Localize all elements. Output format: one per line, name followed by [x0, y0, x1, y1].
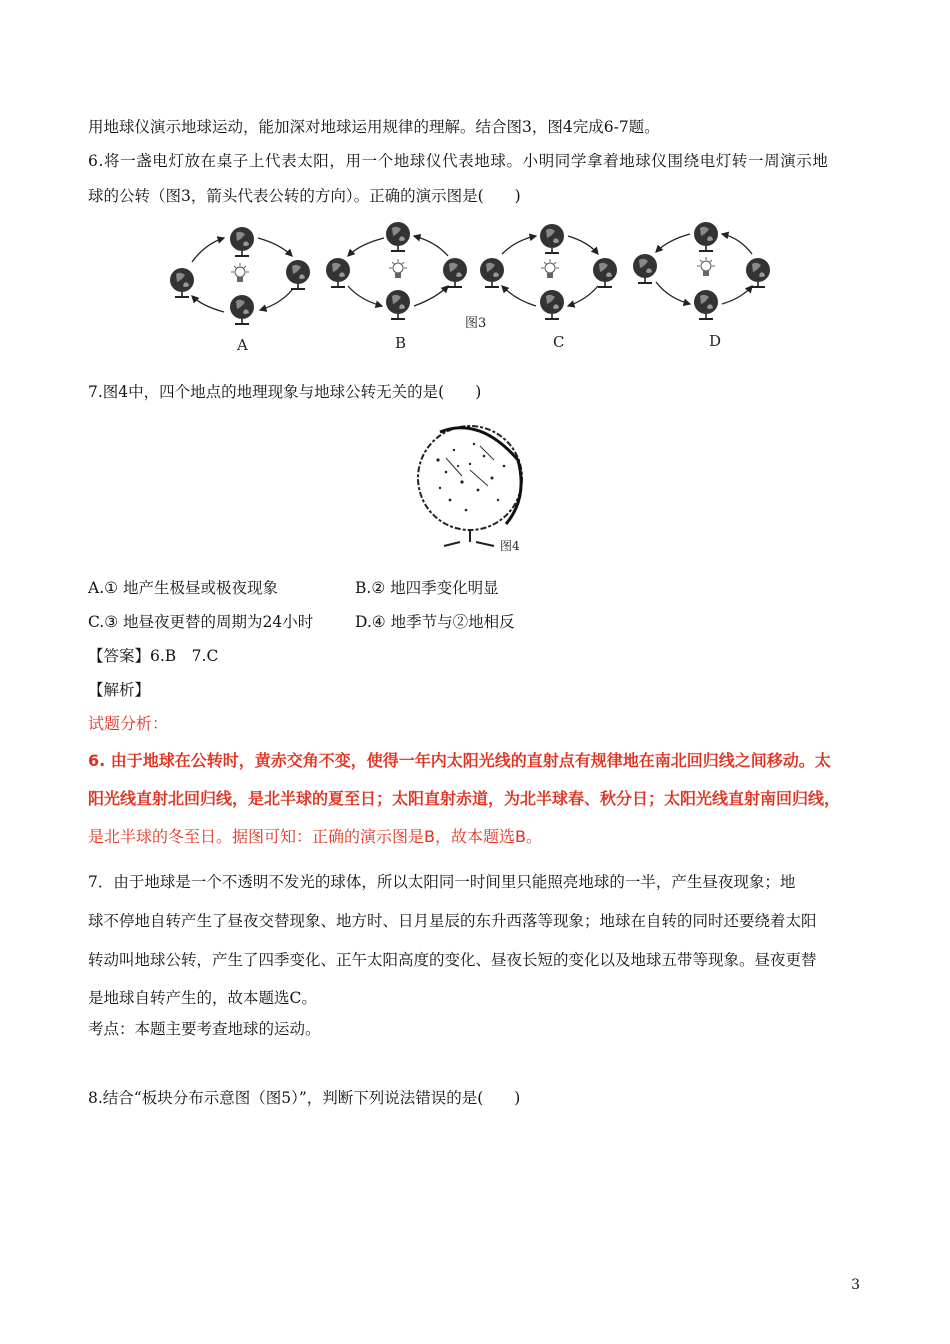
q6-line-2: 球的公转（图3，箭头代表公转的方向）。正确的演示图是( ) — [88, 187, 521, 205]
figure-3-label-b: B — [395, 334, 407, 352]
intro-text: 用地球仪演示地球运动，能加深对地球运用规律的理解。结合图3，图4完成6-7题。 — [88, 118, 660, 136]
answer-line: 【答案】6.B 7.C — [88, 647, 219, 665]
figure-3-option-b — [326, 222, 467, 319]
figure-3-label-d: D — [709, 332, 722, 350]
q6-line-1: 6.将一盏电灯放在桌子上代表太阳，用一个地球仪代表地球。小明同学拿着地球仪围绕电灯转一周演示地 — [88, 152, 829, 170]
kaodian-line: 考点：本题主要考查地球的运动。 — [88, 1020, 321, 1038]
q7-stem: 7.图4中，四个地点的地理现象与地球公转无关的是( ) — [88, 383, 482, 401]
analysis-6-line-1: 6. 由于地球在公转时，黄赤交角不变，使得一年内太阳光线的直射点有规律地在南北回归线之间移动。太 — [88, 751, 831, 770]
figure-3-option-c — [480, 224, 617, 319]
q7-option-d: D.④ 地季节与②地相反 — [355, 613, 515, 631]
q7-option-a: A.① 地产生极昼或极夜现象 — [88, 579, 278, 597]
page-number: 3 — [851, 1277, 860, 1293]
figure-3-caption: 图3 — [465, 316, 487, 331]
analysis-7-line-1: 7．由于地球是一个不透明不发光的球体，所以太阳同一时间里只能照亮地球的一半，产生昼夜现象；地 — [88, 873, 796, 891]
analysis-title: 试题分析： — [88, 714, 169, 733]
figure-3-option-a — [170, 227, 310, 324]
q7-option-c: C.③ 地昼夜更替的周期为24小时 — [88, 613, 314, 631]
figure-4-globe — [410, 420, 540, 555]
analysis-7-line-4: 是地球自转产生的，故本题选C。 — [88, 989, 317, 1007]
figure-3 — [160, 222, 785, 352]
analysis-7-line-2: 球不停地自转产生了昼夜交替现象、地方时、日月星辰的东升西落等现象；地球在自转的同时还要绕着太阳 — [88, 912, 817, 930]
figure-3-label-a: A — [237, 336, 248, 352]
analysis-6-line-3: 是北半球的冬至日。据图可知：正确的演示图是B，故本题选B。 — [88, 827, 542, 846]
figure-3-option-d — [633, 222, 770, 319]
analysis-7-line-3: 转动叫地球公转，产生了四季变化、正午太阳高度的变化、昼夜长短的变化以及地球五带等现象。昼夜更替 — [88, 951, 817, 969]
analysis-label: 【解析】 — [88, 681, 151, 699]
q8-stem: 8.结合“板块分布示意图（图5）”，判断下列说法错误的是( ) — [88, 1089, 521, 1107]
figure-3-label-c: C — [553, 333, 565, 351]
figure-4-caption: 图4 — [500, 539, 520, 553]
q7-option-b: B.② 地四季变化明显 — [355, 579, 499, 597]
analysis-6-line-2: 阳光线直射北回归线，是北半球的夏至日；太阳直射赤道，为北半球春、秋分日；太阳光线直射南回归线， — [88, 789, 841, 808]
